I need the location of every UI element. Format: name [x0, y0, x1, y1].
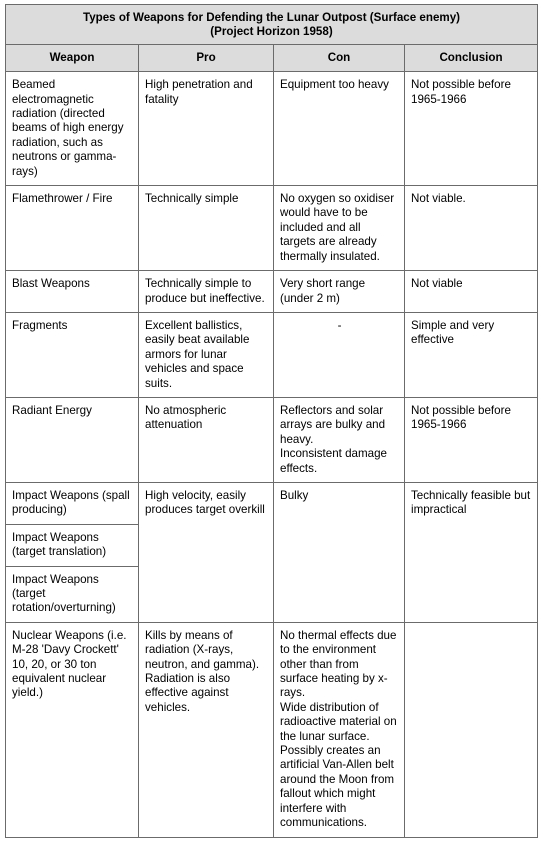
- conclusion-cell: Not viable: [405, 271, 538, 313]
- weapon-cell: Nuclear Weapons (i.e. M-28 'Davy Crockett' 10, 20, or 30 ton equivalent nuclear yield.): [6, 622, 139, 837]
- title-row: [6, 5, 538, 45]
- table-title: [6, 5, 538, 45]
- conclusion-cell: Simple and very effective: [405, 312, 538, 397]
- weapon-cell: Impact Weapons (target rotation/overturning): [6, 566, 139, 622]
- weapons-table: [5, 4, 538, 838]
- pro-cell: No atmospheric attenuation: [139, 397, 274, 482]
- pro-cell: Excellent ballistics, easily beat available armors for lunar vehicles and space suits.: [139, 312, 274, 397]
- weapon-cell: Fragments: [6, 312, 139, 397]
- weapon-cell: Blast Weapons: [6, 271, 139, 313]
- table-row: [6, 312, 538, 397]
- conclusion-cell: Not possible before 1965-1966: [405, 397, 538, 482]
- table-row: [6, 397, 538, 482]
- conclusion-cell: Not possible before 1965-1966: [405, 72, 538, 186]
- table-row: [6, 186, 538, 271]
- con-cell: No thermal effects due to the environment other than from surface heating by x-rays. Wide distribution of radioactive material on the lunar surface. Possibly creates an artificial Van-Allen belt around the Moon from fallout which might interfere with communications.: [274, 622, 405, 837]
- con-cell: -: [274, 312, 405, 397]
- conclusion-cell: Not viable.: [405, 186, 538, 271]
- column-header-conclusion: Conclusion: [405, 44, 538, 71]
- pro-cell: Technically simple: [139, 186, 274, 271]
- table-row: [6, 72, 538, 186]
- pro-cell: Technically simple to produce but ineffective.: [139, 271, 274, 313]
- table-row: [6, 482, 538, 524]
- pro-cell: Kills by means of radiation (X-rays, neutron, and gamma). Radiation is also effective against vehicles.: [139, 622, 274, 837]
- title-line-2: (Project Horizon 1958): [210, 25, 333, 39]
- column-header-pro: Pro: [139, 44, 274, 71]
- weapon-cell: Impact Weapons (target translation): [6, 524, 139, 566]
- con-cell: Equipment too heavy: [274, 72, 405, 186]
- title-line-1: Types of Weapons for Defending the Lunar Outpost (Surface enemy): [82, 11, 461, 24]
- table-row: [6, 622, 538, 837]
- pro-cell: High penetration and fatality: [139, 72, 274, 186]
- con-cell: No oxygen so oxidiser would have to be included and all targets are already thermally insulated.: [274, 186, 405, 271]
- con-cell: Bulky: [274, 482, 405, 622]
- weapon-cell: Impact Weapons (spall producing): [6, 482, 139, 524]
- weapon-cell: Radiant Energy: [6, 397, 139, 482]
- weapon-cell: Flamethrower / Fire: [6, 186, 139, 271]
- table-row: [6, 271, 538, 313]
- column-header-con: Con: [274, 44, 405, 71]
- column-header-weapon: Weapon: [6, 44, 139, 71]
- con-cell: Reflectors and solar arrays are bulky and heavy. Inconsistent damage effects.: [274, 397, 405, 482]
- header-row: [6, 44, 538, 71]
- con-cell: Very short range (under 2 m): [274, 271, 405, 313]
- weapon-cell: Beamed electromagnetic radiation (directed beams of high energy radiation, such as neutrons or gamma-rays): [6, 72, 139, 186]
- conclusion-cell: Technically feasible but impractical: [405, 482, 538, 622]
- pro-cell: High velocity, easily produces target overkill: [139, 482, 274, 622]
- conclusion-cell: [405, 622, 538, 837]
- document-page: [5, 4, 538, 838]
